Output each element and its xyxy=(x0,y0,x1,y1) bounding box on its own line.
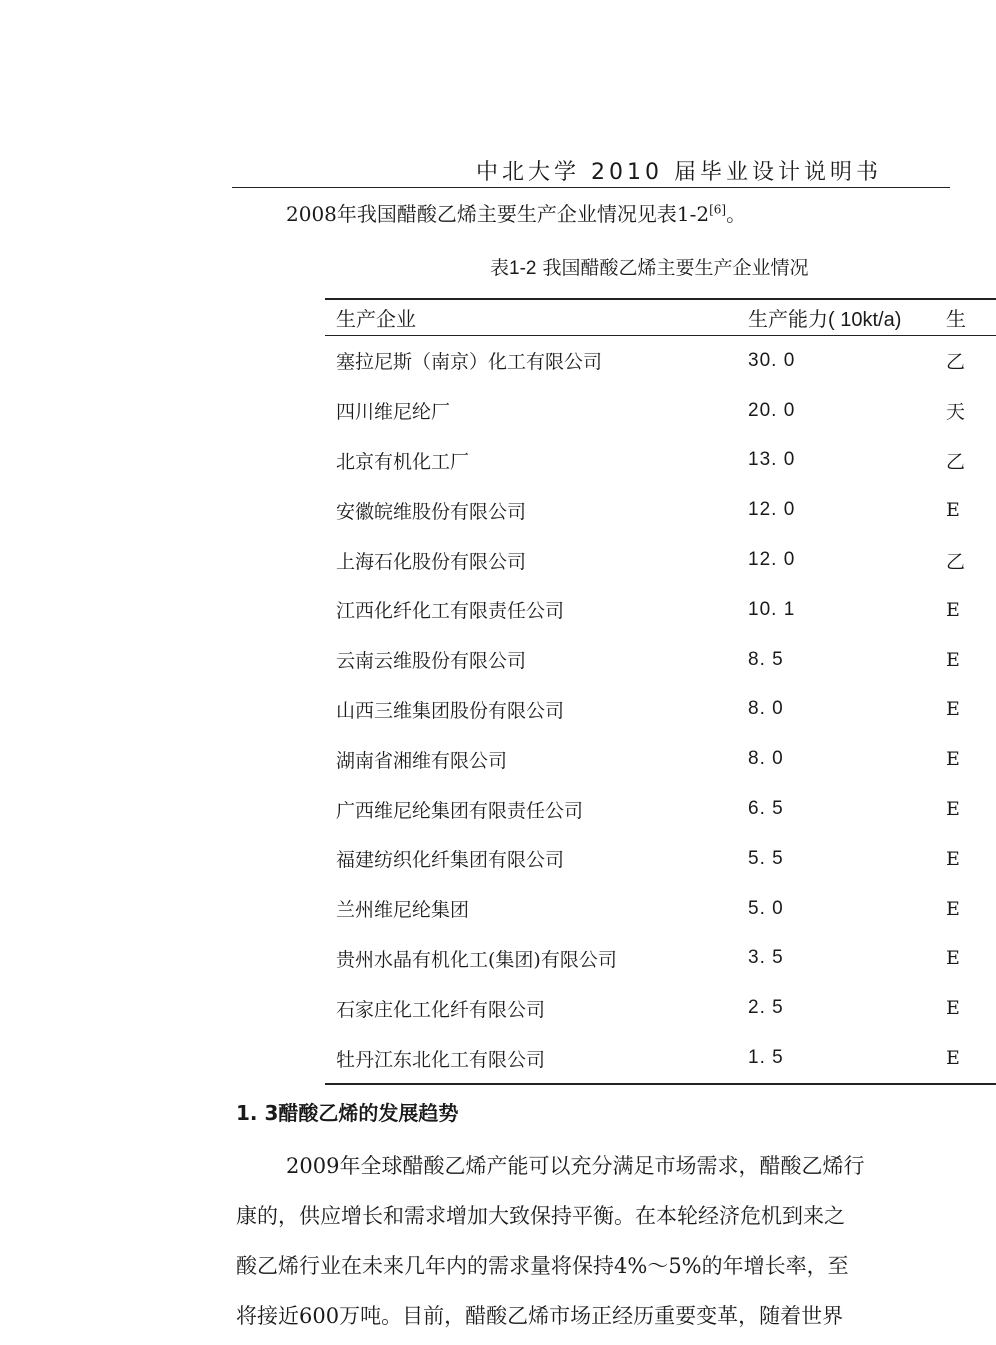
capacity-cell: 5. 0 xyxy=(748,897,784,919)
column-header-process: 生 xyxy=(946,307,966,331)
process-cell: E xyxy=(946,997,960,1020)
capacity-cell: 12. 0 xyxy=(748,499,796,521)
process-cell: E xyxy=(946,598,960,621)
process-cell: E xyxy=(946,748,960,771)
table-row xyxy=(325,734,996,784)
table-number: 表1-2 xyxy=(490,258,537,279)
process-cell: E xyxy=(946,698,960,721)
table-caption-text: 我国醋酸乙烯主要生产企业情况 xyxy=(542,257,809,279)
process-cell: E xyxy=(946,947,960,970)
company-cell: 广西维尼纶集团有限责任公司 xyxy=(336,799,584,822)
process-cell: E xyxy=(946,798,960,821)
table-row xyxy=(325,934,996,984)
capacity-cell: 30. 0 xyxy=(748,349,796,371)
citation-ref: [6] xyxy=(709,202,727,217)
capacity-cell: 8. 0 xyxy=(748,748,784,770)
producers-table xyxy=(325,298,996,1085)
process-cell: 乙 xyxy=(946,351,966,374)
company-cell: 石家庄化工化纤有限公司 xyxy=(336,998,546,1021)
table-row xyxy=(325,386,996,436)
process-cell: 乙 xyxy=(946,450,966,473)
table-row xyxy=(325,336,996,386)
company-cell: 兰州维尼纶集团 xyxy=(336,899,470,922)
capacity-cell: 6. 5 xyxy=(748,798,784,820)
process-cell: 乙 xyxy=(946,550,966,573)
capacity-cell: 10. 1 xyxy=(748,598,796,620)
table-header-row xyxy=(325,299,996,336)
page-header: 中北大学 2010 届毕业设计说明书 xyxy=(476,160,882,185)
table-row xyxy=(325,1033,996,1084)
capacity-cell: 20. 0 xyxy=(748,399,796,421)
table-row xyxy=(325,784,996,834)
company-cell: 安徽皖维股份有限公司 xyxy=(336,500,527,523)
paragraph-line: 酸乙烯行业在未来几年内的需求量将保持4%～5%的年增长率，至 xyxy=(236,1254,849,1278)
table-row xyxy=(325,884,996,934)
paragraph-line: 2009年全球醋酸乙烯产能可以充分满足市场需求，醋酸乙烯行 xyxy=(286,1154,865,1178)
company-cell: 云南云维股份有限公司 xyxy=(336,650,527,673)
table-row xyxy=(325,436,996,486)
capacity-cell: 2. 5 xyxy=(748,997,784,1019)
paragraph-line: 将接近600万吨。目前，醋酸乙烯市场正经历重要变革，随着世界 xyxy=(236,1304,844,1328)
table-row xyxy=(325,635,996,685)
company-cell: 四川维尼纶厂 xyxy=(336,401,451,424)
table-row xyxy=(325,685,996,735)
company-cell: 福建纺织化纤集团有限公司 xyxy=(336,849,565,872)
process-cell: E xyxy=(946,847,960,870)
capacity-cell: 8. 5 xyxy=(748,648,784,670)
table-row xyxy=(325,535,996,585)
intro-end: 。 xyxy=(726,202,747,226)
process-cell: 天 xyxy=(946,401,966,424)
table-row xyxy=(325,983,996,1033)
company-cell: 上海石化股份有限公司 xyxy=(336,550,527,573)
table-caption xyxy=(490,253,809,280)
process-cell: E xyxy=(946,1047,960,1070)
company-cell: 牡丹江东北化工有限公司 xyxy=(336,1048,546,1071)
company-cell: 北京有机化工厂 xyxy=(336,450,470,473)
process-cell: E xyxy=(946,648,960,671)
column-header-capacity: 生产能力( 10kt/a) xyxy=(748,309,902,331)
header-divider xyxy=(232,187,950,188)
process-cell: E xyxy=(946,499,960,522)
company-cell: 贵州水晶有机化工(集团)有限公司 xyxy=(336,948,617,971)
table-row xyxy=(325,585,996,635)
intro-text: 2008年我国醋酸乙烯主要生产企业情况见表1-2 xyxy=(286,202,710,226)
capacity-cell: 3. 5 xyxy=(748,947,784,969)
table-container xyxy=(325,298,966,1085)
company-cell: 江西化纤化工有限责任公司 xyxy=(336,600,565,623)
process-cell: E xyxy=(946,897,960,920)
capacity-cell: 5. 5 xyxy=(748,847,784,869)
intro-paragraph xyxy=(286,198,746,227)
paragraph-line: 康的，供应增长和需求增加大致保持平衡。在本轮经济危机到来之 xyxy=(236,1204,845,1228)
column-header-company: 生产企业 xyxy=(336,307,416,331)
capacity-cell: 13. 0 xyxy=(748,449,796,471)
capacity-cell: 8. 0 xyxy=(748,698,784,720)
company-cell: 塞拉尼斯（南京）化工有限公司 xyxy=(336,351,603,374)
table-row xyxy=(325,834,996,884)
company-cell: 湖南省湘维有限公司 xyxy=(336,749,508,772)
body-paragraph xyxy=(236,1141,950,1341)
section-heading: 1. 3醋酸乙烯的发展趋势 xyxy=(236,1101,459,1125)
table-row xyxy=(325,485,996,535)
capacity-cell: 12. 0 xyxy=(748,549,796,571)
capacity-cell: 1. 5 xyxy=(748,1047,784,1069)
company-cell: 山西三维集团股份有限公司 xyxy=(336,699,565,722)
